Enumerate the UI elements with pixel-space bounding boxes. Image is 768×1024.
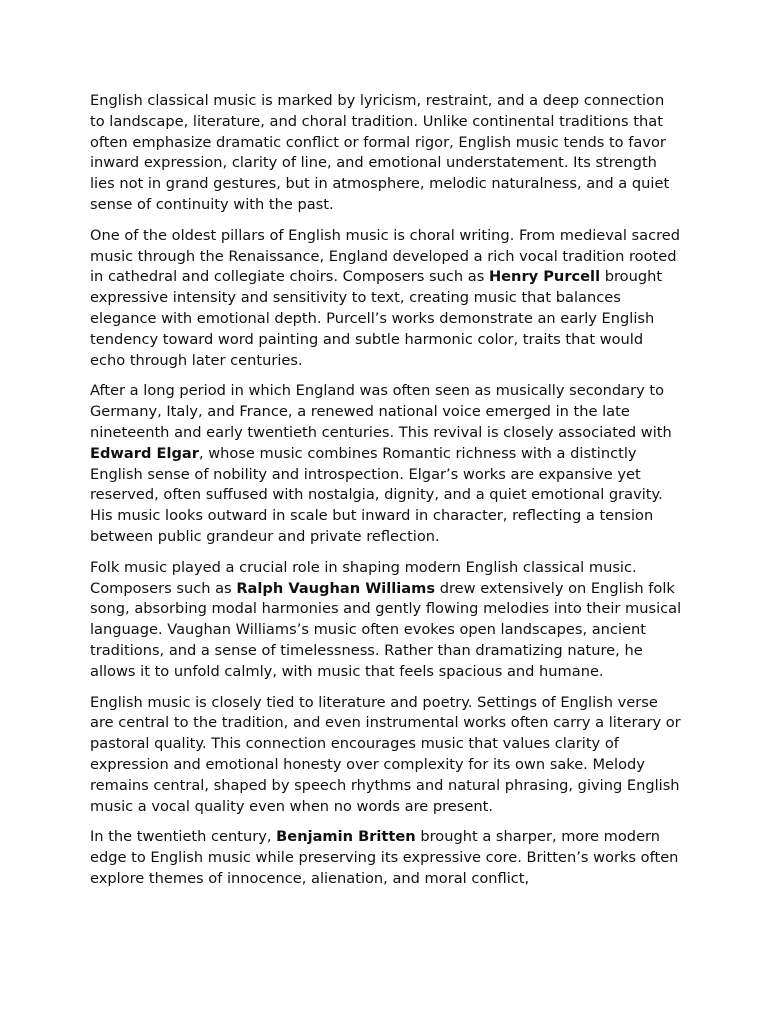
paragraph-3 [90, 381, 682, 547]
composer-name-benjamin-britten: Benjamin Britten [276, 828, 416, 846]
paragraph-4 [90, 558, 682, 683]
paragraph-6 [90, 827, 682, 889]
paragraph-text: After a long period in which England was often seen as musically secondary to Germany, Italy, and France, a renewed national voice emerged in the late nineteenth and early twentieth centuries. This revival is closely associated with [90, 382, 672, 441]
paragraph-text: drew extensively on English folk song, absorbing modal harmonies and gently flowing melodies into their musical language. Vaughan Williams’s music often evokes open landscapes, ancient traditions, and a sense of timelessness. Rather than dramatizing nature, he allows it to unfold calmly, with music that feels spacious and humane. [90, 579, 682, 680]
paragraph-text: Folk music played a crucial role in shaping modern English classical music. Composers such as [90, 558, 637, 597]
paragraph-text: brought expressive intensity and sensitivity to text, creating music that balances elegance with emotional depth. Purcell’s works demonstrate an early English tendency toward word painting and subtle harmonic color, traits that would echo through later centuries. [90, 268, 663, 369]
composer-name-edward-elgar: Edward Elgar [90, 444, 199, 462]
paragraph-text: One of the oldest pillars of English music is choral writing. From medieval sacred music through the Renaissance, England developed a rich vocal tradition rooted in cathedral and collegiate choirs. Composers such as [90, 226, 681, 286]
paragraph-text: , whose music combines Romantic richness with a distinctly English sense of nobility and introspection. Elgar’s works are expansive yet reserved, often suffused with nostalgia, dignity, and a quiet emotional gravity. His music looks outward in scale but inward in character, reflecting a tension between public grandeur and private reflection. [90, 444, 663, 545]
document-page [90, 91, 682, 900]
paragraph-text: brought a sharper, more modern edge to English music while preserving its expressive core. Britten’s works often explore themes of innocence, alienation, and moral conflict, [90, 828, 679, 887]
composer-name-ralph-vaughan-williams: Ralph Vaughan Williams [236, 579, 436, 597]
paragraph-text: In the twentieth century, [90, 828, 277, 846]
composer-name-henry-purcell: Henry Purcell [488, 268, 601, 286]
paragraph-2 [90, 226, 682, 372]
paragraph-1 [90, 91, 682, 216]
paragraph-text: English music is closely tied to literature and poetry. Settings of English verse are central to the tradition, and even instrumental works often carry a literary or pastoral quality. This connection encourages music that values clarity of expression and emotional honesty over complexity for its own sake. Melody remains central, shaped by speech rhythms and natural phrasing, giving English music a vocal quality even when no words are present. [90, 693, 681, 815]
paragraph-5 [90, 693, 682, 818]
paragraph-text: English classical music is marked by lyricism, restraint, and a deep connection to landscape, literature, and choral tradition. Unlike continental traditions that often emphasize dramatic conflict or formal rigor, English music tends to favor inward expression, clarity of line, and emotional understatement. Its strength lies not in grand gestures, but in atmosphere, melodic naturalness, and a quiet sense of continuity with the past. [90, 92, 670, 213]
